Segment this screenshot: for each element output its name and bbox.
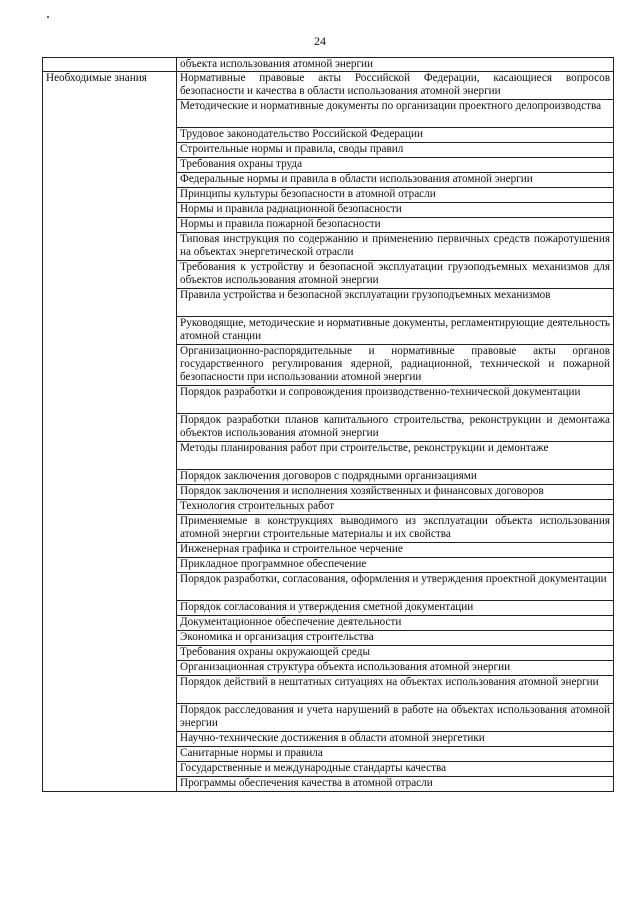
knowledge-item: Методы планирования работ при строительстве, реконструкции и демонтаже	[177, 442, 614, 470]
knowledge-item: Порядок расследования и учета нарушений в работе на объектах использования атомной энергии	[177, 704, 614, 732]
knowledge-item: Документационное обеспечение деятельности	[177, 616, 614, 631]
knowledge-item: Экономика и организация строительства	[177, 631, 614, 646]
knowledge-item: Государственные и международные стандарты качества	[177, 762, 614, 777]
knowledge-item: Порядок согласования и утверждения сметной документации	[177, 601, 614, 616]
knowledge-item: Руководящие, методические и нормативные документы, регламентирующие деятельность атомной станции	[177, 317, 614, 345]
knowledge-item: Требования к устройству и безопасной эксплуатации грузоподъемных механизмов для объектов использования атомной энергии	[177, 261, 614, 289]
section-label: Необходимые знания	[43, 72, 177, 792]
knowledge-item: Порядок разработки и сопровождения производственно-технической документации	[177, 386, 614, 414]
knowledge-item: Нормы и правила пожарной безопасности	[177, 218, 614, 233]
knowledge-table	[42, 57, 614, 792]
knowledge-item: Санитарные нормы и правила	[177, 747, 614, 762]
knowledge-item: Применяемые в конструкциях выводимого из эксплуатации объекта использования атомной энергии строительные материалы и их свойства	[177, 515, 614, 543]
knowledge-item: Порядок действий в нештатных ситуациях на объектах использования атомной энергии	[177, 676, 614, 704]
knowledge-item: Технология строительных работ	[177, 500, 614, 515]
knowledge-item: Строительные нормы и правила, своды правил	[177, 143, 614, 158]
knowledge-item: Прикладное программное обеспечение	[177, 558, 614, 573]
knowledge-item: Инженерная графика и строительное черчение	[177, 543, 614, 558]
knowledge-item: Федеральные нормы и правила в области использования атомной энергии	[177, 173, 614, 188]
knowledge-item: Организационно-распорядительные и нормативные правовые акты органов государственного регулирования ядерной, радиационной, технической и пожарной безопасности при использовании атомной энергии	[177, 345, 614, 386]
knowledge-item: Нормативные правовые акты Российской Федерации, касающиеся вопросов безопасности и качества в области использования атомной энергии	[177, 72, 614, 100]
table-row	[43, 72, 614, 100]
knowledge-item: Порядок разработки планов капитального строительства, реконструкции и демонтажа объектов использования атомной энергии	[177, 414, 614, 442]
knowledge-item: Требования охраны окружающей среды	[177, 646, 614, 661]
top-continuation-cell: объекта использования атомной энергии	[177, 58, 614, 72]
knowledge-item: Научно-технические достижения в области атомной энергетики	[177, 732, 614, 747]
knowledge-item: Трудовое законодательство Российской Федерации	[177, 128, 614, 143]
table-row	[43, 58, 614, 72]
knowledge-item: Порядок заключения и исполнения хозяйственных и финансовых договоров	[177, 485, 614, 500]
knowledge-item: Правила устройства и безопасной эксплуатации грузоподъемных механизмов	[177, 289, 614, 317]
knowledge-item: Порядок разработки, согласования, оформления и утверждения проектной документации	[177, 573, 614, 601]
knowledge-item: Порядок заключения договоров с подрядными организациями	[177, 470, 614, 485]
knowledge-item: Методические и нормативные документы по организации проектного делопроизводства	[177, 100, 614, 128]
knowledge-item: Организационная структура объекта использования атомной энергии	[177, 661, 614, 676]
knowledge-item: Программы обеспечения качества в атомной отрасли	[177, 777, 614, 792]
knowledge-item: Требования охраны труда	[177, 158, 614, 173]
page-number: 24	[314, 34, 326, 48]
knowledge-item: Нормы и правила радиационной безопасности	[177, 203, 614, 218]
empty-label-cell	[43, 58, 177, 72]
knowledge-item: Типовая инструкция по содержанию и применению первичных средств пожаротушения на объектах энергетической отрасли	[177, 233, 614, 261]
scan-speck	[47, 16, 49, 18]
knowledge-item: Принципы культуры безопасности в атомной отрасли	[177, 188, 614, 203]
table-body	[43, 58, 614, 792]
